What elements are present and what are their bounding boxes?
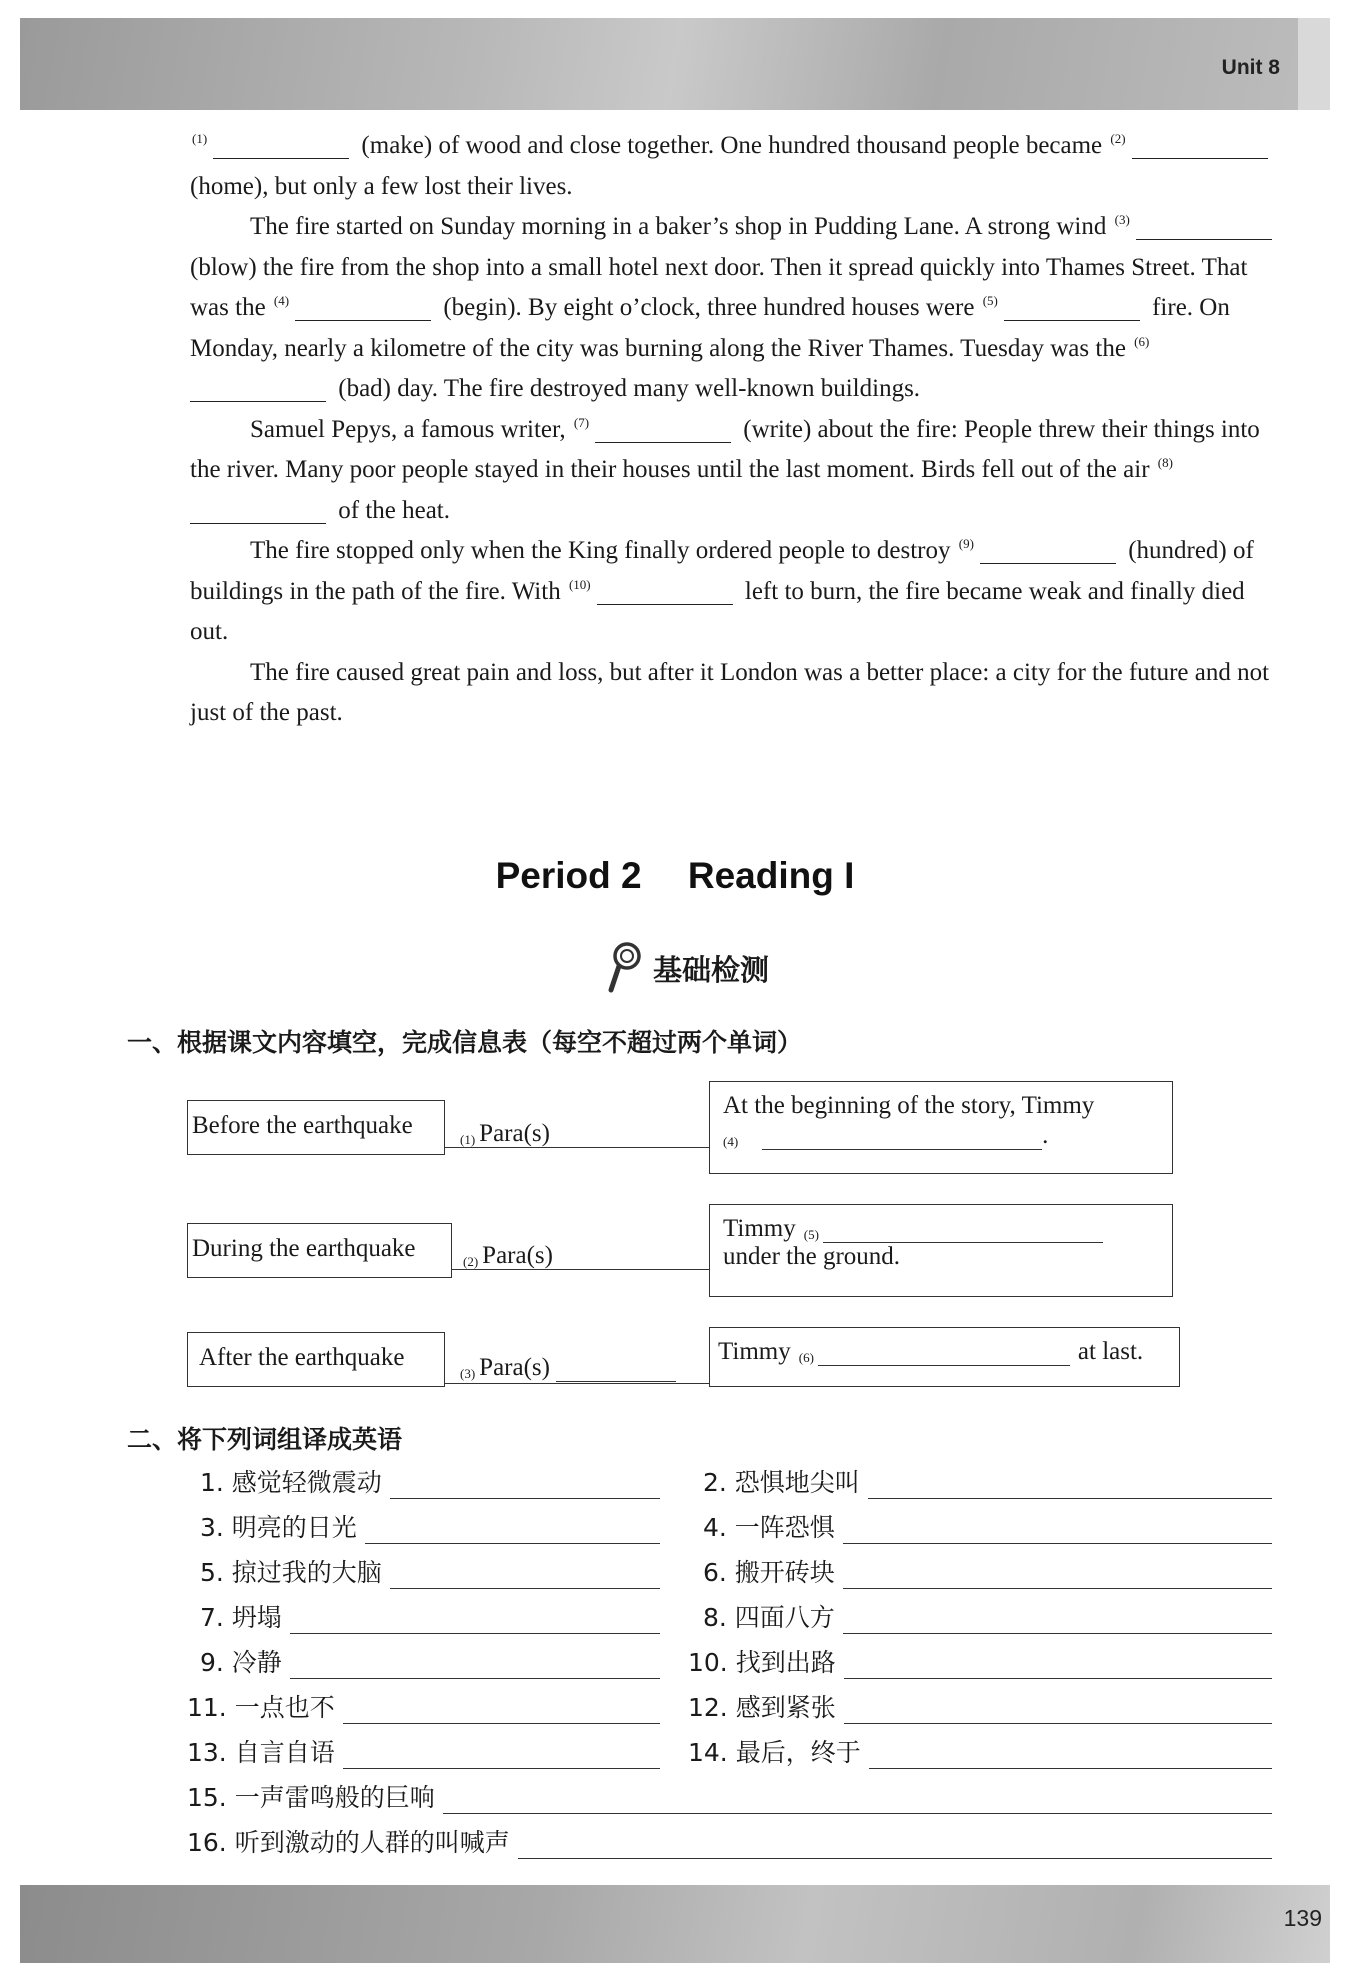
translation-prompt: 3. 明亮的日光 <box>200 1513 357 1542</box>
passage-paragraph <box>190 410 1280 532</box>
blank-number: (2) <box>463 1254 479 1269</box>
passage-text: (begin). By eight o’clock, three hundred houses were <box>437 294 981 321</box>
answer-blank-line[interactable] <box>1004 298 1140 321</box>
translation-prompt: 4. 一阵恐惧 <box>703 1513 835 1542</box>
section1-title: 一、根据课文内容填空，完成信息表（每空不超过两个单词） <box>127 1028 803 1057</box>
blank-number: (9) <box>958 536 974 551</box>
scan-right-edge <box>1332 0 1350 1983</box>
answer-blank-line[interactable] <box>518 1836 1272 1859</box>
translation-prompt: 8. 四面八方 <box>703 1603 835 1632</box>
translation-prompt: 6. 搬开砖块 <box>703 1558 835 1587</box>
answer-blank-line[interactable] <box>844 1701 1272 1724</box>
translation-item <box>703 1463 1272 1499</box>
detail-box-during <box>709 1204 1173 1297</box>
blank-number: (10) <box>568 576 591 592</box>
cloze-passage <box>190 126 1280 734</box>
translation-item <box>187 1823 1272 1859</box>
translation-prompt: 11. 一点也不 <box>187 1693 335 1722</box>
subheading-label: 基础检测 <box>653 952 770 987</box>
detail-box-after <box>709 1327 1180 1387</box>
unit-label: Unit 8 <box>1221 56 1280 79</box>
translation-item <box>187 1733 660 1769</box>
para-label: Para(s) <box>479 1120 550 1147</box>
detail-text-end: under the ground. <box>723 1243 901 1270</box>
answer-blank-line[interactable] <box>868 1476 1272 1499</box>
blank-number: (4) <box>273 293 290 308</box>
translation-item <box>703 1598 1272 1634</box>
blank-number: (2) <box>1110 131 1126 146</box>
stage-box-after <box>187 1332 445 1387</box>
stage-label: During the earthquake <box>192 1235 416 1262</box>
para-field-2[interactable] <box>463 1228 679 1270</box>
passage-text: (bad) day. The fire destroyed many well-known buildings. <box>332 375 921 402</box>
answer-blank-line[interactable] <box>869 1746 1272 1769</box>
passage-paragraph <box>190 207 1280 410</box>
period-number: Period 2 <box>495 855 642 896</box>
blank-number: (1) <box>192 131 208 146</box>
blank-number: (5) <box>982 293 998 308</box>
passage-text: of the heat. <box>332 496 451 524</box>
connector-line <box>452 1269 710 1270</box>
translation-item <box>200 1598 660 1634</box>
translation-item <box>200 1508 660 1544</box>
page-number: 139 <box>1283 1905 1322 1931</box>
answer-blank-line[interactable] <box>843 1566 1272 1589</box>
translation-prompt: 12. 感到紧张 <box>688 1693 836 1722</box>
magnifier-icon <box>605 940 645 996</box>
answer-blank-line[interactable] <box>597 582 733 605</box>
translation-item <box>703 1553 1272 1589</box>
translation-prompt: 15. 一声雷鸣般的巨响 <box>187 1783 435 1812</box>
section2-title: 二、将下列词组译成英语 <box>127 1425 403 1454</box>
passage-paragraph <box>190 126 1280 207</box>
scan-top-band <box>20 18 1330 110</box>
translation-item <box>688 1733 1272 1769</box>
answer-blank-line[interactable] <box>1132 136 1268 159</box>
passage-paragraph <box>190 531 1280 653</box>
passage-text: (blow) the fire from the shop into a small hotel next door. Then it spread quickly into Thames Street. That was the <box>190 253 1248 321</box>
translation-prompt: 10. 找到出路 <box>688 1648 836 1677</box>
subheading <box>605 940 769 996</box>
para-label: Para(s) <box>482 1242 553 1269</box>
translation-prompt: 1. 感觉轻微震动 <box>200 1468 382 1497</box>
blank-number: (3) <box>460 1366 476 1381</box>
answer-blank-line[interactable] <box>390 1476 660 1499</box>
answer-blank-line[interactable] <box>443 1791 1272 1814</box>
answer-blank-line[interactable] <box>365 1521 660 1544</box>
answer-blank-line[interactable] <box>844 1656 1272 1679</box>
period-title <box>0 855 1350 897</box>
passage-paragraph <box>190 653 1280 734</box>
answer-blank-line[interactable] <box>213 136 349 159</box>
detail-text-end: at last. <box>1077 1338 1144 1365</box>
scan-bottom-band <box>20 1885 1330 1963</box>
detail-text: Timmy <box>718 1338 791 1365</box>
answer-blank-line[interactable] <box>843 1521 1272 1544</box>
blank-number: (7) <box>573 414 590 430</box>
blank-number: (8) <box>1157 455 1173 470</box>
passage-text: The fire stopped only when the King finally ordered people to destroy <box>250 537 957 564</box>
answer-blank-line[interactable] <box>843 1611 1272 1634</box>
answer-blank-line[interactable] <box>343 1746 660 1769</box>
blank-number: (1) <box>460 1132 476 1147</box>
passage-text: (home), but only a few lost their lives. <box>190 172 573 200</box>
translation-item <box>187 1778 1272 1814</box>
passage-text: The fire started on Sunday morning in a baker’s shop in Pudding Lane. A strong wind <box>250 213 1113 240</box>
passage-text: left to burn, the fire became weak and finally died out. <box>190 577 1245 645</box>
translation-prompt: 13. 自言自语 <box>187 1738 335 1767</box>
para-field-1[interactable] <box>460 1106 676 1148</box>
translation-prompt: 9. 冷静 <box>200 1648 282 1677</box>
answer-blank-line[interactable] <box>190 501 326 524</box>
detail-text-end: . <box>1042 1122 1049 1149</box>
answer-blank-line[interactable] <box>818 1345 1070 1366</box>
answer-blank-line[interactable] <box>762 1129 1042 1150</box>
answer-blank-line[interactable] <box>595 420 731 443</box>
passage-text: (make) of wood and close together. One hundred thousand people became <box>355 132 1109 159</box>
detail-box-before <box>709 1081 1173 1174</box>
stage-box-during <box>187 1223 452 1278</box>
passage-text: (write) about the fire: People threw their things into the river. Many poor people stayed in their houses until the last moment. Birds fell out of the air <box>190 415 1260 483</box>
translation-item <box>688 1688 1272 1724</box>
translation-item <box>703 1508 1272 1544</box>
answer-blank-line[interactable] <box>290 1656 660 1679</box>
translation-item <box>200 1463 660 1499</box>
translation-prompt: 2. 恐惧地尖叫 <box>703 1468 860 1497</box>
answer-blank-line[interactable] <box>190 379 326 402</box>
para-blank-line[interactable] <box>556 1361 676 1382</box>
detail-text: Timmy <box>723 1215 796 1242</box>
translation-item <box>200 1643 660 1679</box>
para-blank-line[interactable] <box>559 1249 679 1270</box>
para-blank-line[interactable] <box>556 1127 676 1148</box>
answer-blank-line[interactable] <box>295 298 431 321</box>
passage-text: (hundred) of buildings in the path of the fire. With <box>190 537 1254 605</box>
translation-prompt: 16. 听到激动的人群的叫喊声 <box>187 1828 510 1857</box>
translation-item <box>688 1643 1272 1679</box>
answer-blank-line[interactable] <box>290 1611 660 1634</box>
answer-blank-line[interactable] <box>980 541 1116 564</box>
para-field-3[interactable] <box>460 1340 676 1382</box>
passage-text: Samuel Pepys, a famous writer, <box>250 415 572 443</box>
translation-item <box>187 1688 660 1724</box>
para-label: Para(s) <box>479 1354 550 1381</box>
connector-line <box>445 1383 710 1384</box>
blank-number: (5) <box>803 1227 819 1242</box>
passage-text: fire. On Monday, nearly a kilometre of the city was burning along the River Thames. Tuesday was the <box>190 294 1230 362</box>
answer-blank-line[interactable] <box>390 1566 660 1589</box>
stage-box-before <box>187 1100 445 1155</box>
scan-left-edge <box>0 0 20 1983</box>
translation-prompt: 5. 掠过我的大脑 <box>200 1558 382 1587</box>
blank-number: (4) <box>723 1134 739 1149</box>
answer-blank-line[interactable] <box>1136 217 1272 240</box>
connector-line <box>445 1147 710 1148</box>
blank-number: (6) <box>798 1350 814 1365</box>
blank-number: (6) <box>1134 333 1150 349</box>
period-name: Reading I <box>687 855 855 896</box>
answer-blank-line[interactable] <box>343 1701 660 1724</box>
passage-text: The fire caused great pain and loss, but after it London was a better place: a city for the future and not just of the past. <box>190 658 1270 726</box>
translation-prompt: 14. 最后，终于 <box>688 1738 861 1767</box>
translation-item <box>200 1553 660 1589</box>
detail-text: At the beginning of the story, Timmy <box>723 1092 1095 1119</box>
stage-label: Before the earthquake <box>192 1112 413 1139</box>
translation-prompt: 7. 坍塌 <box>200 1603 282 1632</box>
stage-label: After the earthquake <box>199 1344 405 1371</box>
blank-number: (3) <box>1114 212 1130 227</box>
answer-blank-line[interactable] <box>823 1222 1103 1243</box>
